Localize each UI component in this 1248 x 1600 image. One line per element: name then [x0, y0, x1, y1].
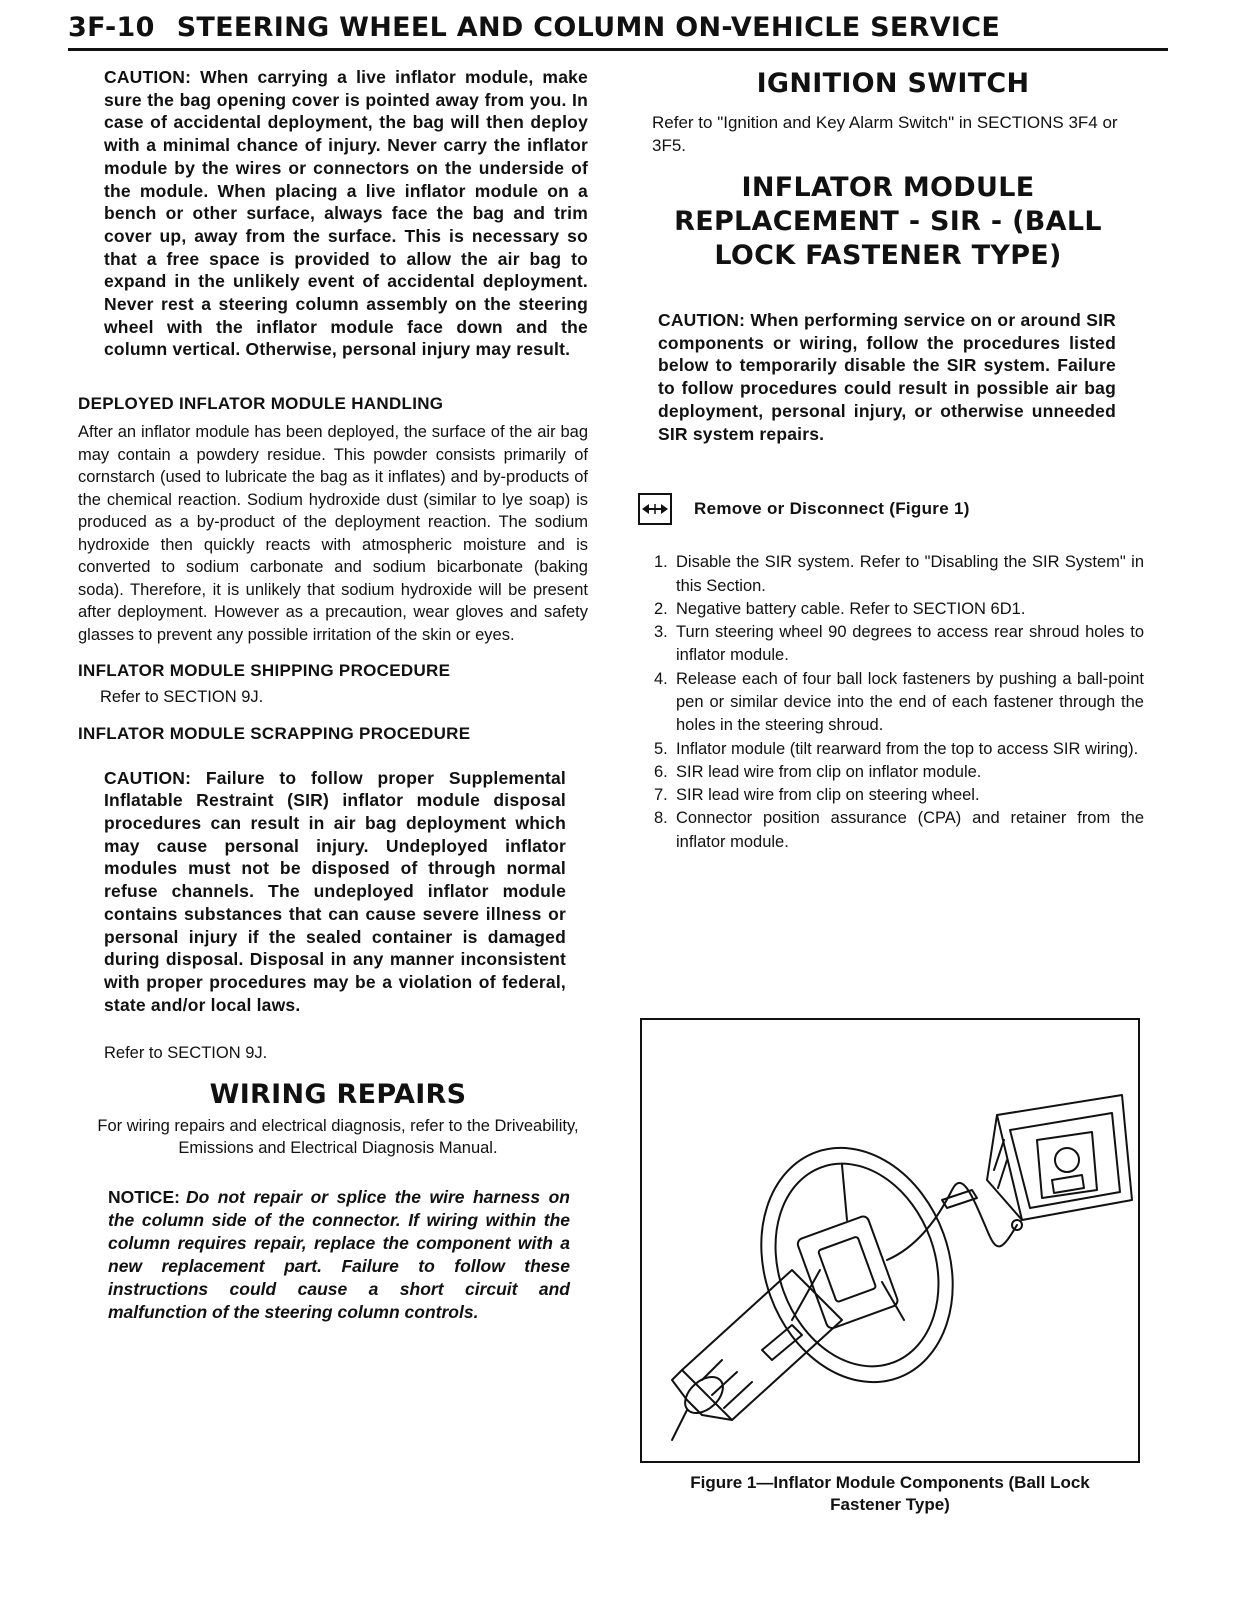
figure-caption-line-2: Fastener Type)	[830, 1495, 950, 1514]
deployed-heading: DEPLOYED INFLATOR MODULE HANDLING	[78, 394, 444, 414]
notice-block	[108, 1186, 570, 1324]
step-number: 1.	[654, 553, 668, 572]
shipping-text: Refer to SECTION 9J.	[100, 688, 264, 707]
scrapping-heading: INFLATOR MODULE SCRAPPING PROCEDURE	[78, 723, 471, 743]
scrapping-refer: Refer to SECTION 9J.	[104, 1044, 268, 1063]
step-item	[654, 598, 1144, 621]
step-text: SIR lead wire from clip on inflator module.	[676, 762, 982, 781]
inflator-heading-line-3: LOCK FASTENER TYPE)	[714, 240, 1062, 271]
step-text: Release each of four ball lock fasteners by pushing a ball-point pen or similar device into the end of each fastener through the holes in the steering shroud.	[676, 669, 1144, 735]
remove-disconnect-icon	[638, 493, 672, 525]
step-item	[654, 621, 1144, 668]
figure-1-caption	[640, 1472, 1140, 1516]
steps-list	[654, 551, 1144, 854]
step-item	[654, 784, 1144, 807]
left-column	[78, 66, 618, 1324]
inflator-heading-line-1: INFLATOR MODULE	[741, 172, 1035, 203]
step-number: 3.	[654, 623, 668, 642]
figure-1-frame	[640, 1018, 1140, 1463]
ignition-text: Refer to "Ignition and Key Alarm Switch" in SECTIONS 3F4 or 3F5.	[652, 113, 1118, 155]
figure-caption-line-1: Figure 1—Inflator Module Components (Ball Lock	[690, 1473, 1090, 1492]
step-text: Negative battery cable. Refer to SECTION 6D1.	[676, 599, 1026, 618]
wiring-text: For wiring repairs and electrical diagnosis, refer to the Driveability, Emissions and Electrical Diagnosis Manual.	[97, 1116, 579, 1158]
inflator-heading	[648, 171, 1128, 273]
steering-wheel-illustration	[642, 1020, 1138, 1461]
step-item	[654, 668, 1144, 738]
step-text: SIR lead wire from clip on steering wheel.	[676, 786, 980, 805]
caution-service: CAUTION: When performing service on or around SIR components or wiring, follow the procedures listed below to temporarily disable the SIR system. Failure to follow procedures could result in possible air bag deployment, personal injury, or otherwise unneeded SIR system repairs.	[658, 310, 1116, 444]
step-number: 5.	[654, 739, 668, 758]
step-number: 4.	[654, 669, 668, 688]
step-item	[654, 738, 1144, 761]
deployed-text: After an inflator module has been deployed, the surface of the air bag may contain a powdery residue. This powder consists primarily of cornstarch (used to lubricate the bag as it inflates) and by-products of the chemical reaction. Sodium hydroxide dust (similar to lye soap) is produced as a by-product of the deployment reaction. The sodium hydroxide then quickly reacts with atmospheric moisture and is converted to sodium carbonate and sodium bicarbonate (baking soda). Therefore, it is unlikely that sodium hydroxide will be present after deployment. However as a precaution, wear gloves and safety glasses to prevent any possible irritation of the skin or eyes.	[78, 423, 588, 644]
step-item	[654, 807, 1144, 854]
caution-scrapping: CAUTION: Failure to follow proper Supplemental Inflatable Restraint (SIR) inflator module disposal procedures can result in air bag deployment which may cause personal injury. Undeployed inflator modules must not be disposed of through normal refuse channels. The undeployed inflator module contains substances that can cause severe illness or personal injury if the sealed container is damaged during disposal. Disposal in any manner inconsistent with proper procedures may be a violation of federal, state and/or local laws.	[104, 767, 566, 1015]
right-column	[648, 66, 1178, 854]
step-number: 2.	[654, 599, 668, 618]
step-text: Turn steering wheel 90 degrees to access rear shroud holes to inflator module.	[676, 623, 1144, 665]
step-number: 6.	[654, 762, 668, 781]
notice-label: NOTICE:	[108, 1186, 180, 1207]
page-number: 3F-10	[68, 12, 155, 43]
step-item	[654, 761, 1144, 784]
inflator-heading-line-2: REPLACEMENT - SIR - (BALL	[674, 206, 1102, 237]
step-text: Connector position assurance (CPA) and retainer from the inflator module.	[676, 809, 1144, 851]
step-number: 8.	[654, 809, 668, 828]
page-title: STEERING WHEEL AND COLUMN ON-VEHICLE SERVICE	[176, 12, 1001, 43]
shipping-heading: INFLATOR MODULE SHIPPING PROCEDURE	[78, 661, 451, 681]
step-number: 7.	[654, 786, 668, 805]
page-header	[68, 8, 1168, 51]
step-text: Disable the SIR system. Refer to "Disabling the SIR System" in this Section.	[676, 553, 1144, 595]
step-item	[654, 551, 1144, 598]
step-text: Inflator module (tilt rearward from the top to access SIR wiring).	[676, 739, 1139, 758]
remove-disconnect-row	[638, 493, 1178, 525]
wiring-heading: WIRING REPAIRS	[209, 1078, 467, 1110]
remove-disconnect-label: Remove or Disconnect (Figure 1)	[694, 499, 970, 519]
caution-live-module: CAUTION: When carrying a live inflator module, make sure the bag opening cover is pointed away from you. In case of accidental deployment, the bag will then deploy with a minimal chance of injury. Never carry the inflator module by the wires or connectors on the underside of the module. When placing a live inflator module on a bench or other surface, always face the bag and trim cover up, away from the surface. This is necessary so that a free space is provided to allow the air bag to expand in the unlikely event of accidental deployment. Never rest a steering column assembly on the steering wheel with the inflator module face down and the column vertical. Otherwise, personal injury may result.	[104, 67, 588, 360]
notice-text: Do not repair or splice the wire harness on the column side of the connector. If wiring within the column requires repair, replace the component with a new replacement part. Failure to follow these instructions could cause a short circuit and malfunction of the steering column controls.	[108, 1186, 570, 1322]
ignition-heading: IGNITION SWITCH	[756, 68, 1030, 99]
